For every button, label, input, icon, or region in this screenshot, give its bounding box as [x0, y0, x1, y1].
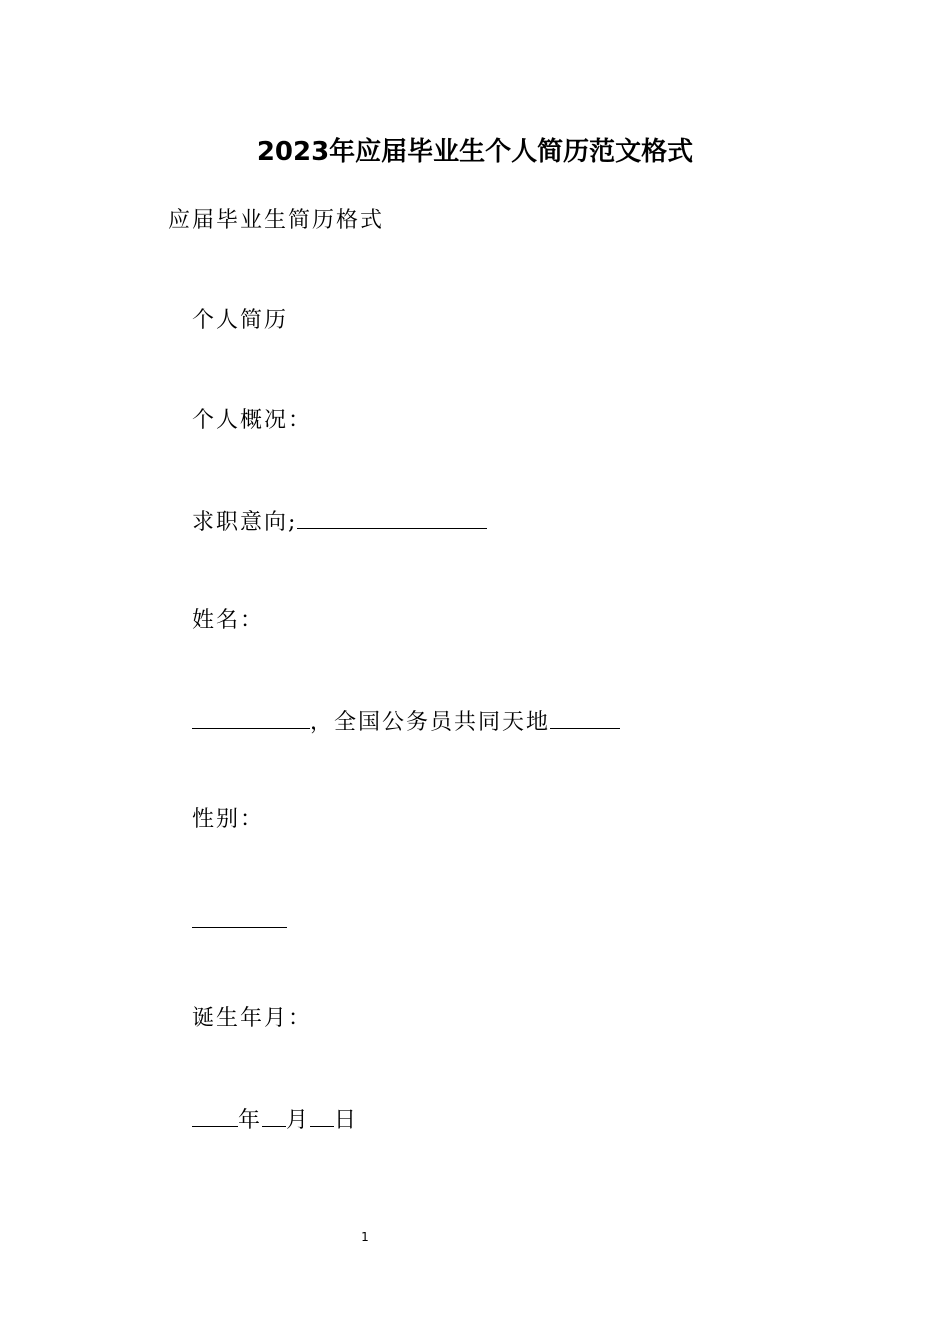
birth-day-label: 日: [334, 1108, 359, 1133]
birth-day-blank: [310, 1104, 334, 1127]
gender-label: 性别：: [192, 807, 265, 832]
name-label: 姓名：: [192, 608, 265, 633]
job-intent-row: [192, 506, 487, 538]
gender-blank-row: [192, 905, 287, 937]
gender-blank: [192, 905, 287, 928]
job-intent-label: 求职意向;: [192, 510, 298, 535]
document-subtitle: 应届毕业生简历格式: [168, 208, 385, 233]
overview-label: 个人概况：: [192, 408, 313, 433]
name-line-text: ，全国公务员共同天地: [310, 710, 551, 735]
birth-date-row: [192, 1104, 358, 1136]
job-intent-blank: [297, 506, 487, 529]
birth-month-label: 月: [286, 1108, 311, 1133]
resume-heading: 个人简历: [192, 308, 289, 333]
name-blank-right: [550, 706, 620, 729]
birth-month-blank: [262, 1104, 286, 1127]
name-blank-left: [192, 706, 310, 729]
birth-label: 诞生年月：: [192, 1006, 313, 1031]
name-blank-row: [192, 706, 620, 738]
document-title: 2023年应届毕业生个人简历范文格式: [256, 137, 694, 167]
birth-year-blank: [192, 1104, 238, 1127]
page-number: 1: [361, 1230, 369, 1244]
birth-year-label: 年: [238, 1108, 263, 1133]
